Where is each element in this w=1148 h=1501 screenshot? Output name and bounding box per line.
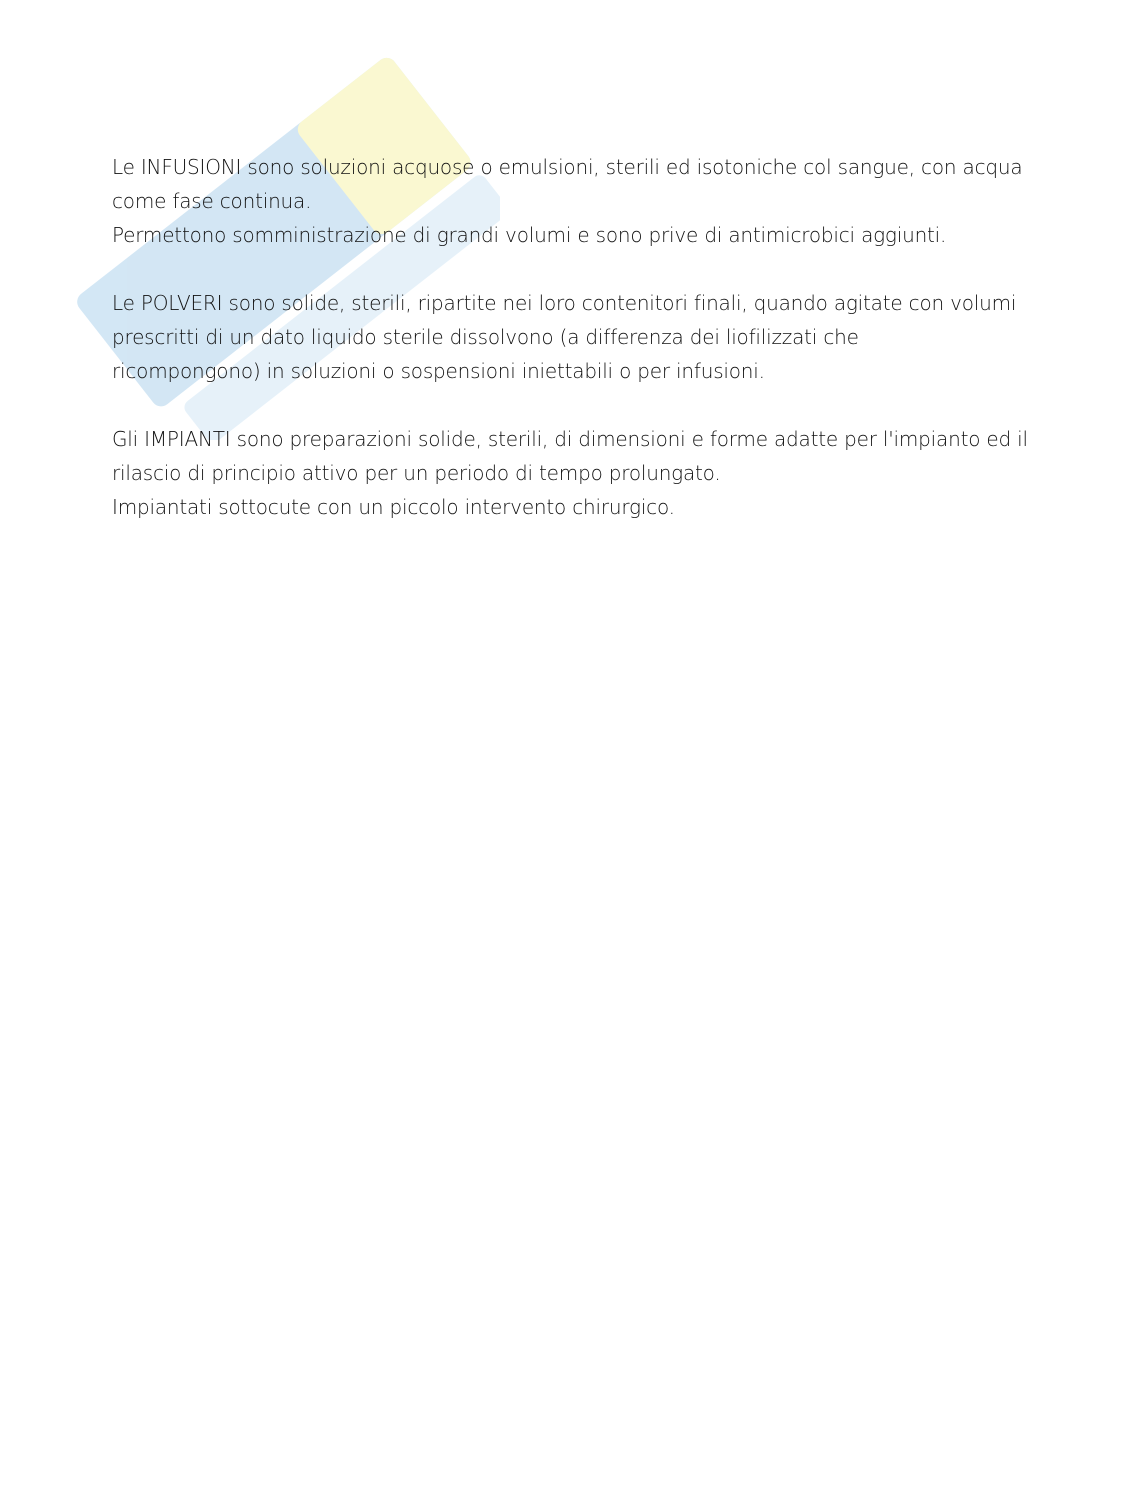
text-line: ricompongono) in soluzioni o sospensioni iniettabili o per infusioni.: [112, 359, 765, 383]
text-line: Impiantati sottocute con un piccolo intervento chirurgico.: [112, 495, 675, 519]
text-line: Gli IMPIANTI sono preparazioni solide, sterili, di dimensioni e forme adatte per l'impianto ed il: [112, 427, 1028, 451]
text-line: Le POLVERI sono solide, sterili, ripartite nei loro contenitori finali, quando agitate con volumi: [112, 291, 1017, 315]
document-body: [112, 150, 1052, 558]
text-line: Permettono somministrazione di grandi volumi e sono prive di antimicrobici aggiunti.: [112, 223, 947, 247]
text-line: come fase continua.: [112, 189, 312, 213]
paragraph-polveri: [112, 286, 1052, 388]
text-line: rilascio di principio attivo per un periodo di tempo prolungato.: [112, 461, 721, 485]
paragraph-impianti: [112, 422, 1052, 524]
paragraph-infusioni: [112, 150, 1052, 252]
text-line: prescritti di un dato liquido sterile dissolvono (a differenza dei liofilizzati che: [112, 325, 859, 349]
text-line: Le INFUSIONI sono soluzioni acquose o emulsioni, sterili ed isotoniche col sangue, con acqua: [112, 155, 1023, 179]
